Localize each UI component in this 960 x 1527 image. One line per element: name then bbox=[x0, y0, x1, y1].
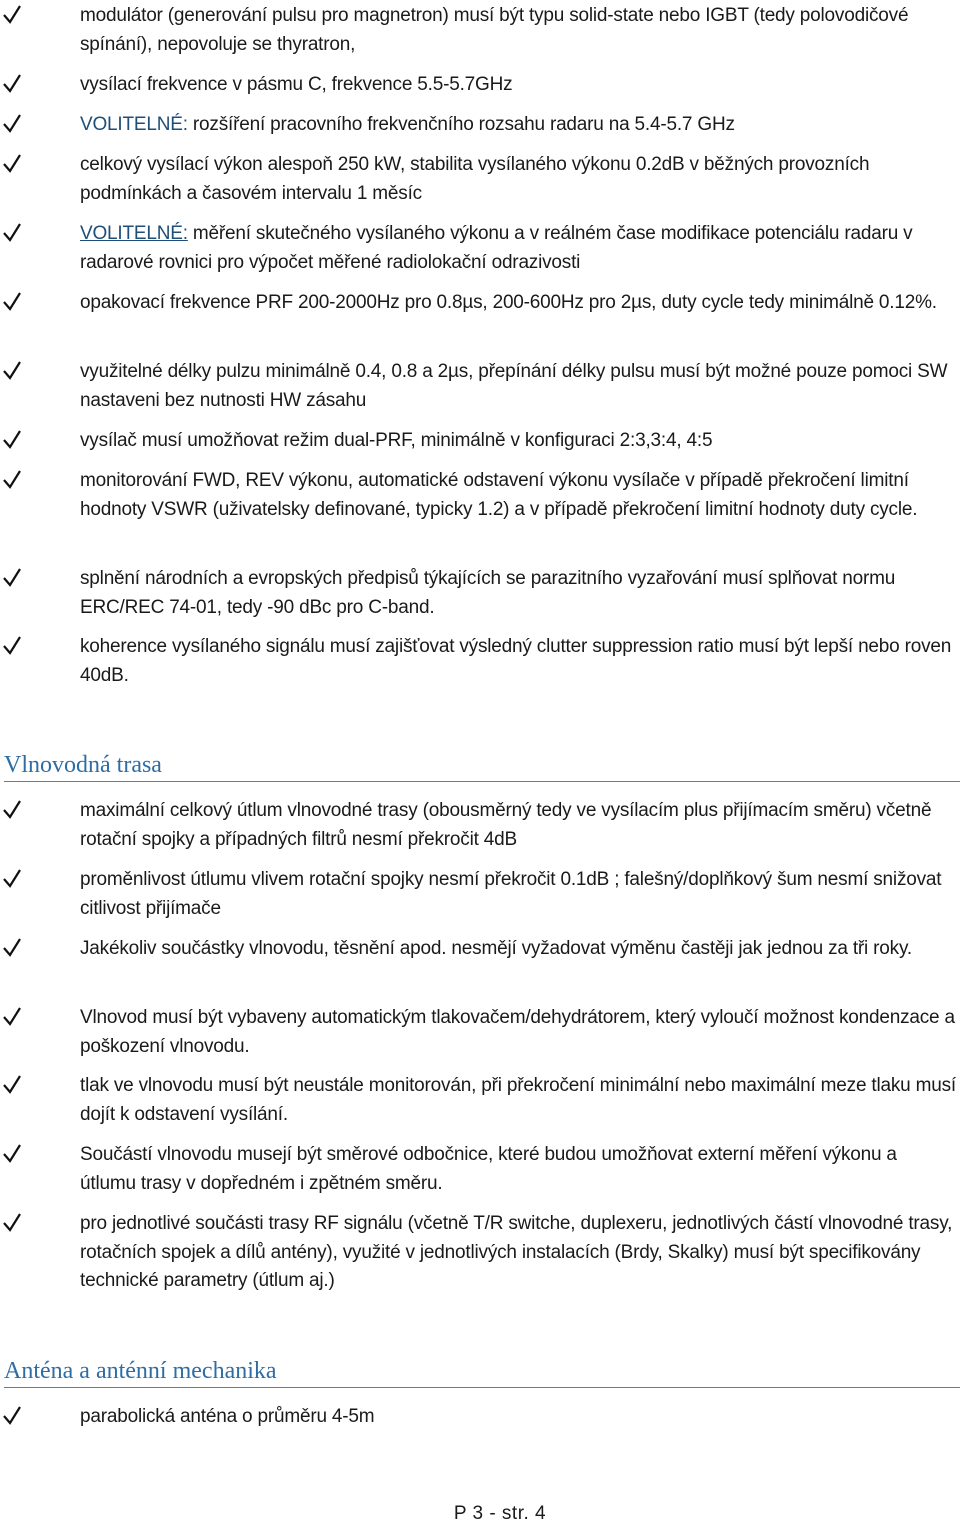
list-item-text: splnění národních a evropských předpisů týkajících se parazitního vyzařování musí splňovat normu ERC/REC 74-01, tedy -90 dBc pro C-band. bbox=[80, 568, 896, 618]
checkmark-icon bbox=[2, 221, 24, 243]
optional-label: VOLITELNÉ: bbox=[80, 114, 188, 135]
checkmark-icon bbox=[2, 798, 24, 820]
optional-label: VOLITELNÉ: bbox=[80, 223, 188, 244]
checkmark-icon bbox=[2, 112, 24, 134]
checkmark-icon bbox=[2, 867, 24, 889]
list-item-text: Vlnovod musí být vybaveny automatickým tlakovačem/dehydrátorem, který vyloučí možnost kondenzace a poškození vlnovodu. bbox=[80, 1007, 955, 1057]
checkmark-icon bbox=[2, 3, 24, 25]
checkmark-icon bbox=[2, 1005, 24, 1027]
list-item-text: Jakékoliv součástky vlnovodu, těsnění apod. nesmějí vyžadovat výměnu častěji jak jednou za tři roky. bbox=[80, 938, 912, 959]
checkmark-icon bbox=[2, 428, 24, 450]
list-item-text: vysílací frekvence v pásmu C, frekvence 5.5-5.7GHz bbox=[80, 74, 513, 95]
checkmark-icon bbox=[2, 1142, 24, 1164]
list-item-text: využitelné délky pulzu minimálně 0.4, 0.8 a 2µs, přepínání délky pulsu musí být možné pouze pomoci SW nastaveni bez nutnosti HW zásahu bbox=[80, 361, 948, 411]
optional-text: rozšíření pracovního frekvenčního rozsahu radaru na 5.4-5.7 GHz bbox=[192, 114, 735, 135]
list-item-text: vysílač musí umožňovat režim dual-PRF, minimálně v konfiguraci 2:3,3:4, 4:5 bbox=[80, 430, 713, 451]
list-item-text: monitorování FWD, REV výkonu, automatické odstavení výkonu vysílače v případě překročení limitní hodnoty VSWR (uživatelsky definované, typicky 1.2) a v případě překročení limitní hodnoty duty cycle. bbox=[80, 470, 918, 520]
section-heading-waveguide: Vlnovodná trasa bbox=[4, 752, 960, 782]
checkmark-icon bbox=[2, 359, 24, 381]
list-item-text: opakovací frekvence PRF 200-2000Hz pro 0.8µs, 200-600Hz pro 2µs, duty cycle tedy minimálně 0.12%. bbox=[80, 292, 937, 313]
checkmark-icon bbox=[2, 634, 24, 656]
checkmark-icon bbox=[2, 152, 24, 174]
page-footer: P 3 - str. 4 bbox=[453, 1503, 547, 1524]
list-item-text bbox=[80, 220, 956, 277]
list-item-text bbox=[80, 111, 956, 140]
list-item-text: maximální celkový útlum vlnovodné trasy (obousměrný tedy ve vysílacím plus přijímacím směru) včetně rotační spojky a případných filtrů nesmí překročit 4dB bbox=[80, 800, 932, 850]
list-item-text: proměnlivost útlumu vlivem rotační spojky nesmí překročit 0.1dB ; falešný/doplňkový šum nesmí snižovat citlivost přijímače bbox=[80, 869, 942, 919]
checkmark-icon bbox=[2, 1211, 24, 1233]
checkmark-icon bbox=[2, 566, 24, 588]
list-item-text: tlak ve vlnovodu musí být neustále monitorován, při překročení minimální nebo maximální meze tlaku musí dojít k odstavení vysílání. bbox=[80, 1075, 956, 1125]
list-item-text: parabolická anténa o průměru 4-5m bbox=[80, 1406, 375, 1427]
checkmark-icon bbox=[2, 1404, 24, 1426]
list-item-text: Součástí vlnovodu musejí být směrové odbočnice, které budou umožňovat externí měření výkonu a útlumu trasy v dopředném i zpětném směru. bbox=[80, 1144, 897, 1194]
checkmark-icon bbox=[2, 72, 24, 94]
list-item-text: koherence vysílaného signálu musí zajišťovat výsledný clutter suppression ratio musí být lepší nebo roven 40dB. bbox=[80, 636, 952, 686]
list-item-text: celkový vysílací výkon alespoň 250 kW, stabilita vysílaného výkonu 0.2dB v běžných provozních podmínkách a časovém intervalu 1 měsíc bbox=[80, 154, 870, 204]
checkmark-icon bbox=[2, 290, 24, 312]
checkmark-icon bbox=[2, 468, 24, 490]
section-heading-antenna: Anténa a anténní mechanika bbox=[4, 1358, 960, 1388]
list-item-text: modulátor (generování pulsu pro magnetron) musí být typu solid-state nebo IGBT (tedy polovodičové spínání), nepovoluje se thyratron, bbox=[80, 5, 909, 55]
checkmark-icon bbox=[2, 936, 24, 958]
checkmark-icon bbox=[2, 1073, 24, 1095]
list-item-text: pro jednotlivé součásti trasy RF signálu (včetně T/R switche, duplexeru, jednotlivých částí vlnovodné trasy, rotačních spojek a dílů antény), využité v jednotlivých instalacích (Brdy, Skalky) musí být specifikovány technické parametry (útlum aj.) bbox=[80, 1213, 953, 1291]
optional-text: měření skutečného vysílaného výkonu a v reálném čase modifikace potenciálu radaru v radarové rovnici pro výpočet měřené radiolokační odrazivosti bbox=[80, 223, 913, 273]
